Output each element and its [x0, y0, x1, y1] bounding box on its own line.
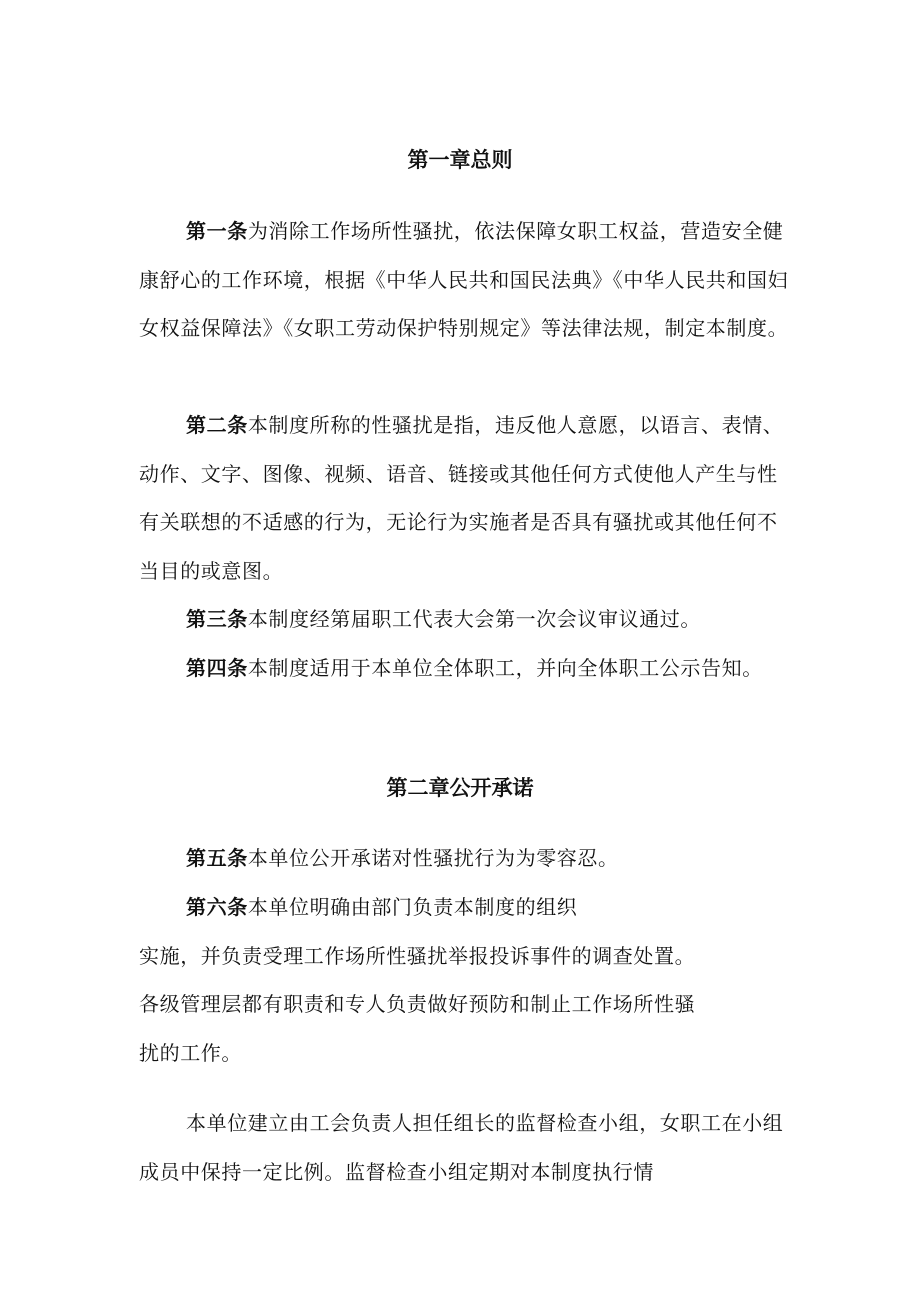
article-6-label: 第六条	[186, 895, 248, 919]
chapter-1-title: 第一章总则	[407, 148, 513, 172]
article-6-line-1-text: 本单位明确由部门负责本制度的组织	[247, 895, 578, 919]
article-1-text: 为消除工作场所性骚扰，依法保障女职工权益，营造安全健康舒心的工作环境，根据《中华人民共和国民法典》《中华人民共和国妇女权益保障法》《女职工劳动保护特别规定》等法律法规，制定本制度。	[139, 219, 789, 340]
article-3-text: 本制度经第届职工代表大会第一次会议审议通过。	[247, 607, 702, 631]
article-2-label: 第二条	[186, 413, 248, 437]
article-3	[139, 595, 789, 644]
article-6-line-1	[139, 883, 789, 932]
article-1-label: 第一条	[186, 219, 248, 243]
article-2-text: 本制度所称的性骚扰是指，违反他人意愿，以语言、表情、动作、文字、图像、视频、语音、链接或其他任何方式使他人产生与性有关联想的不适感的行为，无论行为实施者是否具有骚扰或其他任何不当目的或意图。	[139, 413, 784, 583]
supervision-paragraph: 本单位建立由工会负责人担任组长的监督检查小组，女职工在小组成员中保持一定比例。监督检查小组定期对本制度执行情	[139, 1111, 784, 1184]
article-1	[139, 207, 789, 353]
article-6	[139, 883, 789, 1077]
article-6-line-4: 扰的工作。	[139, 1040, 242, 1065]
article-3-label: 第三条	[186, 607, 248, 631]
article-6-line-3: 各级管理层都有职责和专人负责做好预防和制止工作场所性骚	[139, 992, 696, 1016]
chapter-2-title: 第二章公开承诺	[386, 776, 534, 800]
article-2	[139, 401, 789, 595]
article-4-text: 本制度适用于本单位全体职工，并向全体职工公示告知。	[247, 656, 763, 680]
article-4-label: 第四条	[186, 656, 248, 680]
article-4	[139, 644, 789, 693]
article-6-line-2: 实施，并负责受理工作场所性骚扰举报投诉事件的调查处置。	[139, 943, 696, 968]
article-5-text: 本单位公开承诺对性骚扰行为为零容忍。	[247, 846, 619, 870]
article-5	[139, 834, 789, 883]
article-5-label: 第五条	[186, 846, 248, 870]
